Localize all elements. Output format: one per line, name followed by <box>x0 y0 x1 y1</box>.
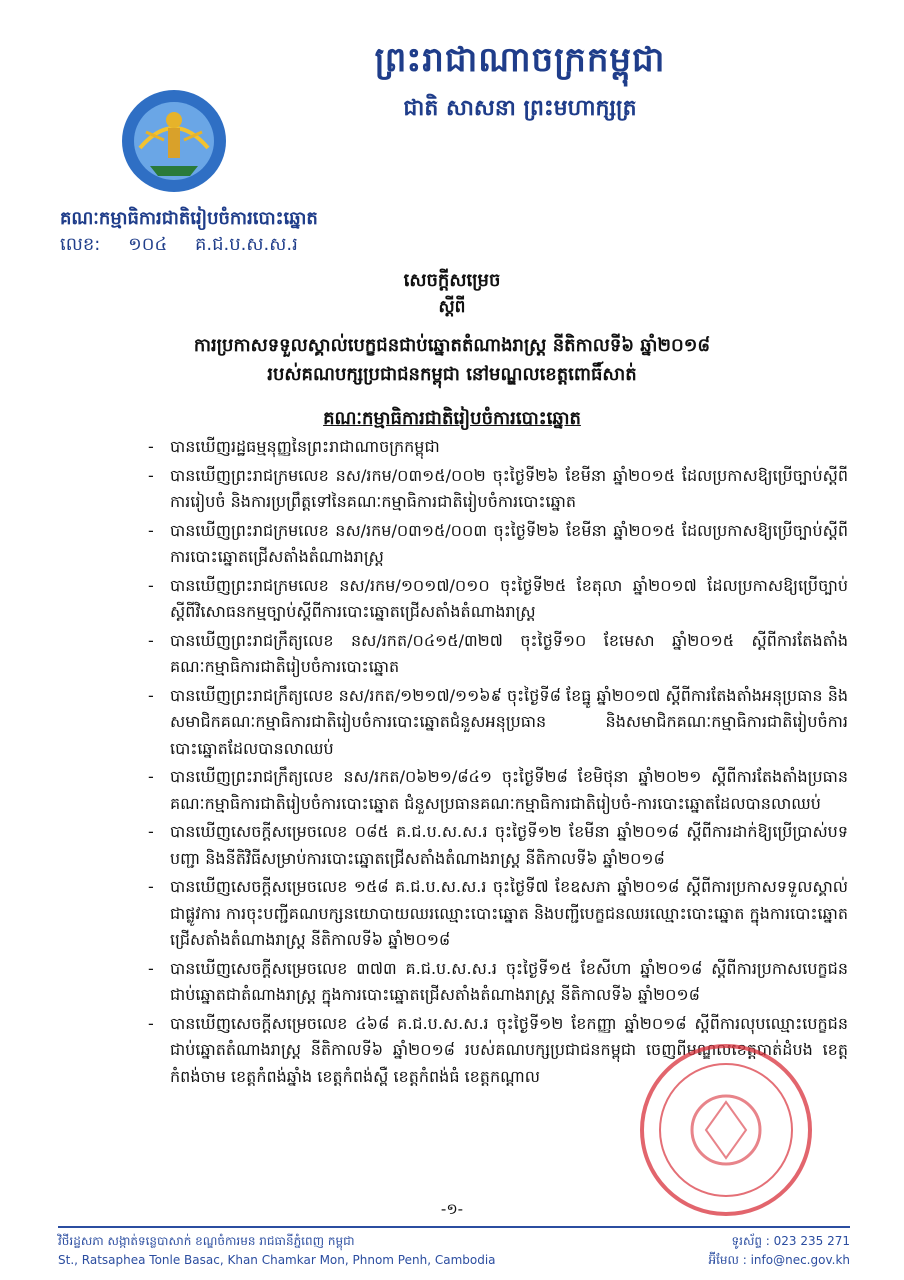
ref-number: ១០៤ <box>128 234 168 255</box>
address-english: St., Ratsaphea Tonle Basac, Khan Chamkar Mon, Phnom Penh, Cambodia <box>58 1253 496 1267</box>
ref-label: លេខ: <box>60 234 101 255</box>
list-item: - បានឃើញរដ្ឋធម្មនុញ្ញនៃព្រះរាជាណាចក្រកម្ពុជា <box>148 437 440 456</box>
subject-line-1: ការប្រកាសទទួលស្គាល់បេក្ខជនជាប់ឆ្នោតតំណាងរាស្ត្រ នីតិកាលទី៦ ឆ្នាំ២០១៨ <box>193 335 711 356</box>
subject-line-2: របស់គណបក្សប្រជាជនកម្ពុជា នៅមណ្ឌលខេត្តពោធិ៍សាត់ <box>267 364 637 385</box>
list-item: - បានឃើញសេចក្តីសម្រេចលេខ ៣៧៣ គ.ជ.ប.ស.ស.រ ចុះថ្ងៃទី១៥ ខែសីហា ឆ្នាំ២០១៨ ស្តីពីការប្រកាសបេក្ខជនជាប់ឆ្នោតជាតំណាងរាស្ត្រ ក្នុងការបោះឆ្នោតជ្រើសតាំងតំណាងរាស្ត្រ នីតិកាលទី៦ ឆ្នាំ២០១៨ <box>148 958 848 1004</box>
footer-address <box>58 1232 496 1270</box>
recitals-list <box>148 434 848 1092</box>
footer-divider <box>58 1226 850 1228</box>
list-item: - បានឃើញព្រះរាជក្រឹត្យលេខ នស/រកត/០៤១៥/៣២៧ ចុះថ្ងៃទី១០ ខែមេសា ឆ្នាំ២០១៥ ស្តីពីការតែងតាំងគណៈកម្មាធិការជាតិរៀបចំការបោះឆ្នោត <box>148 630 848 676</box>
email-address: អ៊ីមែល : info@nec.gov.kh <box>708 1253 850 1267</box>
issuer-heading: គណៈកម្មាធិការជាតិរៀបចំការបោះឆ្នោត <box>323 408 581 429</box>
kingdom-title: ព្រះរាជាណាចក្រកម្ពុជា <box>374 40 666 80</box>
page-number: -១- <box>440 1200 464 1218</box>
reference-line <box>60 232 320 259</box>
organization-name: គណៈកម្មាធិការជាតិរៀបចំការបោះឆ្នោត <box>60 208 318 229</box>
national-motto: ជាតិ សាសនា ព្រះមហាក្សត្រ <box>403 96 637 121</box>
official-stamp <box>636 1040 816 1220</box>
footer-contact <box>640 1232 850 1270</box>
nec-seal-logo <box>120 88 228 194</box>
ref-code: គ.ជ.ប.ស.ស.រ <box>194 234 298 255</box>
list-item: - បានឃើញសេចក្តីសម្រេចលេខ ១៥៨ គ.ជ.ប.ស.ស.រ ចុះថ្ងៃទី៧ ខែឧសភា ឆ្នាំ២០១៨ ស្តីពីការប្រកាសទទួលស្គាល់ជាផ្លូវការ ការចុះបញ្ជីគណបក្សនយោបាយឈរឈ្មោះបោះឆ្នោត និងបញ្ជីបេក្ខជនឈរឈ្មោះបោះឆ្នោត ក្នុងការបោះឆ្នោតជ្រើសតាំងតំណាងរាស្ត្រ នីតិកាលទី៦ ឆ្នាំ២០១៨ <box>148 877 848 949</box>
list-item: - បានឃើញព្រះរាជក្រឹត្យលេខ នស/រកត/០៦២១/៨៤១ ចុះថ្ងៃទី២៨ ខែមិថុនា ឆ្នាំ២០២១ ស្តីពីការតែងតាំងប្រធានគណៈកម្មាធិការជាតិរៀបចំការបោះឆ្នោត ជំនួសប្រធានគណៈកម្មាធិការជាតិរៀបចំ-ការបោះឆ្នោតដែលបានលាឈប់ <box>148 767 848 813</box>
list-item: - បានឃើញសេចក្តីសម្រេចលេខ ៤៦៨ គ.ជ.ប.ស.ស.រ ចុះថ្ងៃទី១២ ខែកញ្ញា ឆ្នាំ២០១៨ ស្តីពីការលុបឈ្មោះបេក្ខជនជាប់ឆ្នោតតំណាងរាស្ត្រ នីតិកាលទី៦ ឆ្នាំ២០១៨ របស់គណបក្សប្រជាជនកម្ពុជា ចេញពីមណ្ឌលខេត្តបាត់ដំបង ខេត្តកំពង់ចាម ខេត្តកំពង់ឆ្នាំង ខេត្តកំពង់ស្ពឺ ខេត្តកំពង់ធំ ខេត្តកណ្តាល <box>148 1013 848 1086</box>
list-item: - បានឃើញព្រះរាជក្រមលេខ នស/រកម/១០១៧/០១០ ចុះថ្ងៃទី២៥ ខែតុលា ឆ្នាំ២០១៧ ដែលប្រកាសឱ្យប្រើច្បាប់ស្តីពីវិសោធនកម្មច្បាប់ស្តីពីការបោះឆ្នោតជ្រើសតាំងតំណាងរាស្ត្រ <box>148 575 848 621</box>
address-khmer: វិថីរដ្ឋសភា សង្កាត់ទន្លេបាសាក់ ខណ្ឌចំការមន រាជធានីភ្នំពេញ កម្ពុជា <box>58 1234 355 1248</box>
phone-number: ទូរស័ព្ទ : 023 235 271 <box>731 1234 850 1248</box>
list-item: - បានឃើញព្រះរាជក្រមលេខ នស/រកម/០៣១៥/០០២ ចុះថ្ងៃទី២៦ ខែមីនា ឆ្នាំ២០១៥ ដែលប្រកាសឱ្យប្រើច្បាប់ស្តីពីការរៀបចំ និងការប្រព្រឹត្តទៅនៃគណៈកម្មាធិការជាតិរៀបចំការបោះឆ្នោត <box>148 465 848 511</box>
on-label: ស្តីពី <box>438 297 466 317</box>
list-item: - បានឃើញព្រះរាជក្រឹត្យលេខ នស/រកត/១២១៧/១១៦៩ ចុះថ្ងៃទី៨ ខែធ្នូ ឆ្នាំ២០១៧ ស្តីពីការតែងតាំងអនុប្រធាន និងសមាជិកគណៈកម្មាធិការជាតិរៀបចំការបោះឆ្នោតជំនួសអនុប្រធាន និងសមាជិកគណៈកម្មាធិការជាតិរៀបចំការបោះឆ្នោតដែលបានលាឈប់ <box>148 685 848 758</box>
document-type: សេចក្តីសម្រេច <box>403 270 501 291</box>
list-item: - បានឃើញសេចក្តីសម្រេចលេខ ០៨៥ គ.ជ.ប.ស.ស.រ ចុះថ្ងៃទី១២ ខែមីនា ឆ្នាំ២០១៨ ស្តីពីការដាក់ឱ្យប្រើប្រាស់បទបញ្ជា និងនីតិវិធីសម្រាប់ការបោះឆ្នោតជ្រើសតាំងតំណាងរាស្ត្រ នីតិកាលទី៦ ឆ្នាំ២០១៨ <box>148 822 848 868</box>
list-item: - បានឃើញព្រះរាជក្រមលេខ នស/រកម/០៣១៥/០០៣ ចុះថ្ងៃទី២៦ ខែមីនា ឆ្នាំ២០១៥ ដែលប្រកាសឱ្យប្រើច្បាប់ស្តីពីការបោះឆ្នោតជ្រើសតាំងតំណាងរាស្ត្រ <box>148 520 848 566</box>
